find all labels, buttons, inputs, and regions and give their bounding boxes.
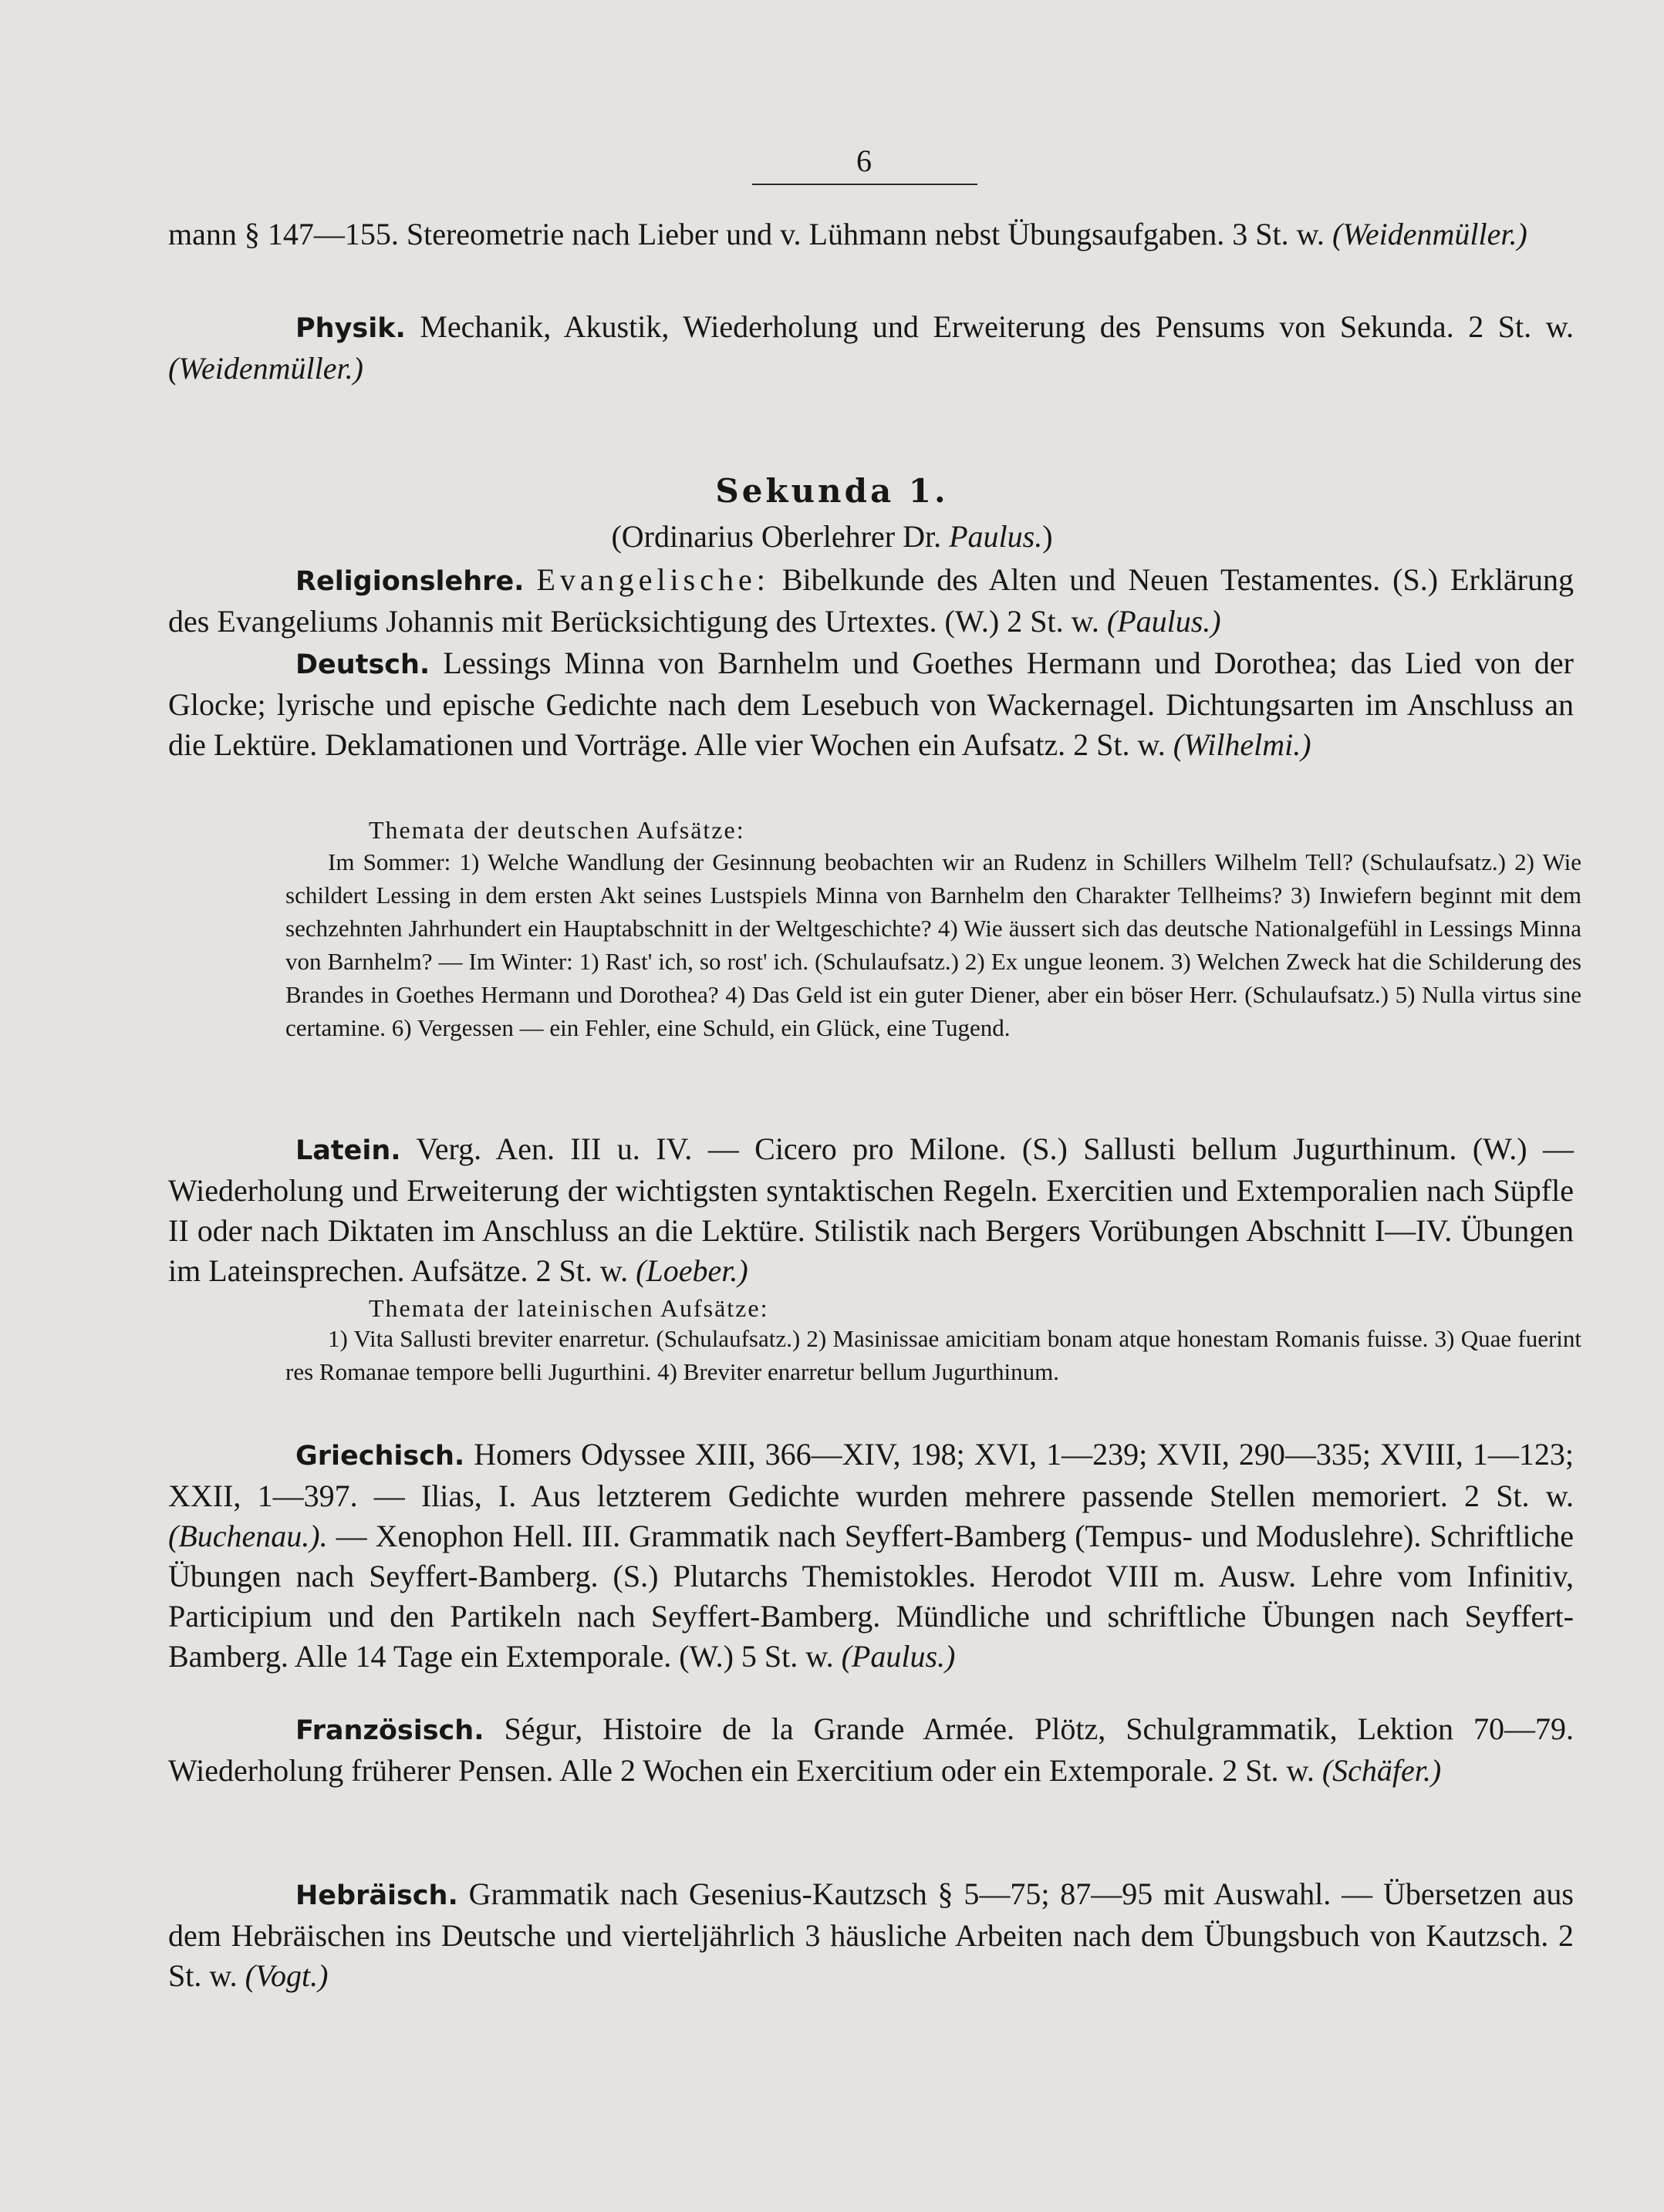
paragraph-text: Mechanik, Akustik, Wiederholung und Erweiterung des Pensums von Sekunda. 2 St. w. (405, 309, 1574, 344)
teacher-name: (Buchenau.). (168, 1519, 328, 1553)
ordinarius-name: Paulus. (949, 519, 1043, 554)
teacher-name: (Paulus.) (841, 1639, 956, 1674)
paragraph-text: — Xenophon Hell. III. Grammatik nach Seyffert-Bamberg (Tempus- und Moduslehre). Schriftliche Übungen nach Seyffert-Bamberg. (S.) Plutarchs Themistokles. Herodot VIII m. Ausw. Lehre vom Infinitiv, Participium und den Partikeln nach Seyffert-Bamberg. Mündliche und schriftliche Übungen nach Seyffert-Bamberg. Alle 14 Tage ein Extemporale. (W.) 5 St. w. (168, 1519, 1574, 1674)
teacher-name: (Wilhelmi.) (1173, 727, 1311, 762)
subject-franzoesisch: Französisch. (295, 1715, 484, 1746)
paragraph-text: mann § 147—155. Stereometrie nach Lieber und v. Lühmann nebst Übungsaufgaben. 3 St. w. (168, 217, 1332, 251)
teacher-name: (Loeber.) (636, 1253, 748, 1288)
subject-deutsch: Deutsch. (295, 649, 430, 680)
subject-latein: Latein. (295, 1135, 401, 1166)
teacher-name: (Weidenmüller.) (1332, 217, 1527, 251)
paragraph-text: Lessings Minna von Barnhelm und Goethes Hermann und Dorothea; das Lied von der Glocke; lyrische und epische Gedichte nach dem Lesebuch von Wackernagel. Dichtungsarten im Anschluss an die Lektüre. Deklamationen und Vorträge. Alle vier Wochen ein Aufsatz. 2 St. w. (168, 646, 1574, 762)
teacher-name: (Paulus.) (1106, 604, 1221, 639)
paragraph-text: Bibelkunde des Alten und Neuen Testamentes. (S.) Erklärung des Evangeliums Johannis mit Berücksichtigung des Urtextes. (W.) 2 St. w. (168, 562, 1574, 639)
paragraph-mathematik-continued (168, 214, 1574, 255)
ordinarius-line: (Ordinarius Oberlehrer Dr. Paulus.) (611, 519, 1053, 554)
themes-deutsch: Im Sommer: 1) Welche Wandlung der Gesinnung beobachten wir an Rudenz in Schillers Wilhelm Tell? (Schulaufsatz.) 2) Wie schildert Lessing in dem ersten Akt seines Lustspiels Minna von Barnhelm den Charakter Tellheims? 3) Inwiefern beginnt mit dem sechzehnten Jahrhundert ein Hauptabschnitt in der Weltgeschichte? 4) Wie äussert sich das deutsche Nationalgefühl in Lessings Minna von Barnhelm? — Im Winter: 1) Rast' ich, so rost' ich. (Schulaufsatz.) 2) Ex ungue leonem. 3) Welchen Zweck hat die Schilderung des Brandes in Goethes Hermann und Dorothea? 4) Das Geld ist ein guter Diener, aber ein böser Herr. (Schulaufsatz.) 5) Nulla virtus sine certamine. 6) Vergessen — ein Fehler, eine Schuld, ein Glück, eine Tugend. (285, 848, 1581, 1041)
paragraph-hebraeisch (168, 1874, 1574, 1996)
paragraph-griechisch (168, 1435, 1574, 1677)
paragraph-latein (168, 1129, 1574, 1291)
page-number: 6 (856, 143, 872, 178)
paragraph-text: Homers Odyssee XIII, 366—XIV, 198; XVI, 1—239; XVII, 290—335; XVIII, 1—123; XXII, 1—397. — Ilias, I. Aus letzterem Gedichte wurden mehrere passende Stellen memoriert. 2 St. w. (168, 1437, 1574, 1513)
paragraph-religionslehre (168, 560, 1574, 642)
spaced-term: Evangelische: (536, 562, 770, 597)
paragraph-text: Grammatik nach Gesenius-Kautzsch § 5—75; 87—95 mit Auswahl. — Übersetzen aus dem Hebräischen ins Deutsche und vierteljährlich 3 häusliche Arbeiten nach dem Übungsbuch von Kautzsch. 2 St. w. (168, 1876, 1574, 1993)
subject-griechisch: Griechisch. (295, 1441, 465, 1472)
header-rule (752, 184, 977, 185)
themes-caption-deutsch: Themata der deutschen Aufsätze: (369, 816, 745, 844)
subject-religionslehre: Religionslehre. (295, 566, 525, 597)
paragraph-physik (168, 307, 1574, 389)
paragraph-deutsch (168, 643, 1574, 765)
subject-hebraeisch: Hebräisch. (295, 1880, 458, 1911)
themes-latein: 1) Vita Sallusti breviter enarretur. (Schulaufsatz.) 2) Masinissae amicitiam bonam atque honestam Romanis fuisse. 3) Quae fuerint res Romanae tempore belli Jugurthini. 4) Breviter enarretur bellum Jugurthinum. (285, 1325, 1581, 1385)
themes-caption-latein: Themata der lateinischen Aufsätze: (369, 1294, 769, 1322)
paragraph-text: Ségur, Histoire de la Grande Armée. Plötz, Schulgrammatik, Lektion 70—79. Wiederholung früherer Pensen. Alle 2 Wochen ein Exercitium oder ein Extemporale. 2 St. w. (168, 1711, 1574, 1788)
paragraph-franzoesisch (168, 1709, 1574, 1791)
section-heading: Sekunda 1. (715, 472, 949, 510)
teacher-name: (Vogt.) (245, 1958, 329, 1993)
subject-physik: Physik. (295, 313, 406, 344)
teacher-name: (Schäfer.) (1321, 1753, 1442, 1788)
paragraph-text: Verg. Aen. III u. IV. — Cicero pro Milone. (S.) Sallusti bellum Jugurthinum. (W.) — Wiederholung und Erweiterung der wichtigsten syntaktischen Regeln. Exercitien und Extemporalien nach Süpfle II oder nach Diktaten im Anschluss an die Lektüre. Stilistik nach Bergers Vorübungen Abschnitt I—IV. Übungen im Lateinsprechen. Aufsätze. 2 St. w. (168, 1131, 1574, 1288)
teacher-name: (Weidenmüller.) (168, 351, 363, 386)
